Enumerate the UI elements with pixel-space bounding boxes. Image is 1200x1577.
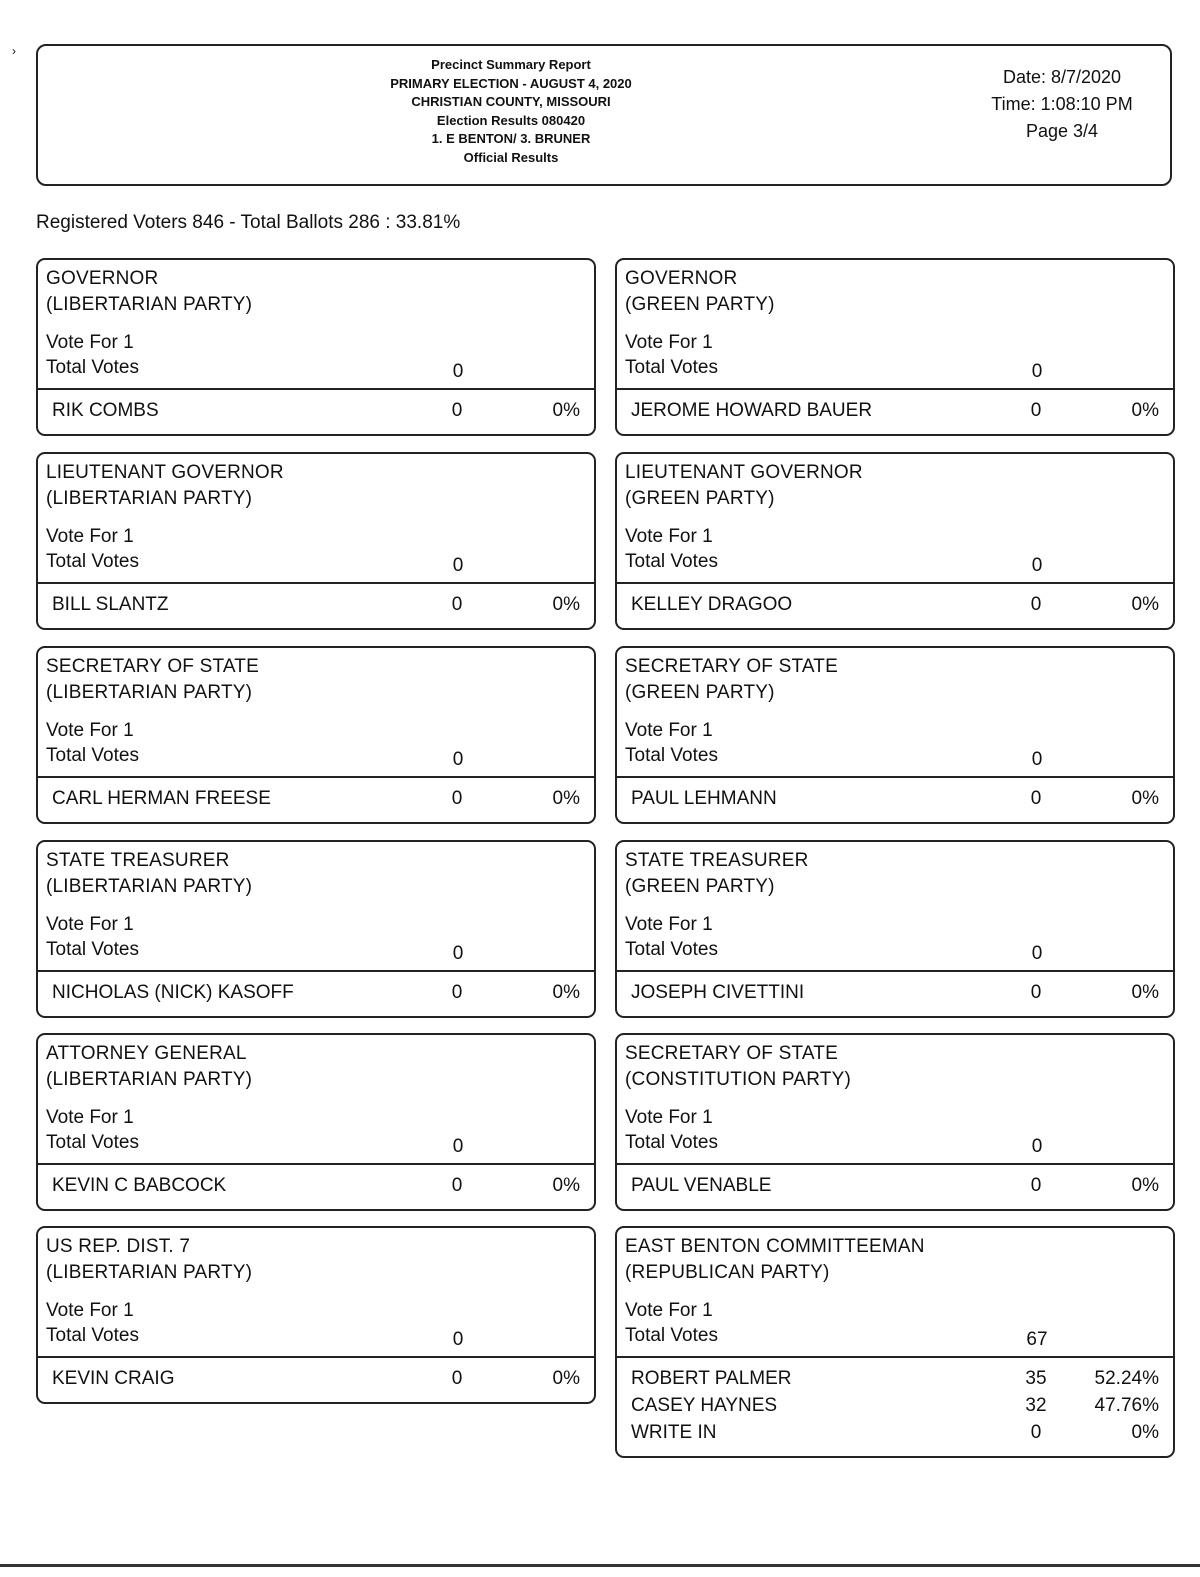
race-party: (LIBERTARIAN PARTY) <box>46 876 253 897</box>
race-party: (GREEN PARTY) <box>625 488 775 509</box>
candidate-votes: 35 <box>1025 1368 1047 1389</box>
race-divider <box>38 1163 594 1165</box>
candidate-row <box>52 594 580 620</box>
candidate-name: CASEY HAYNES <box>631 1395 778 1416</box>
vote-for-label: Vote For 1 <box>625 526 713 547</box>
candidate-row <box>631 1395 1159 1421</box>
race-party: (LIBERTARIAN PARTY) <box>46 682 253 703</box>
total-votes-value: 0 <box>1031 361 1043 382</box>
candidate-percent: 0% <box>1131 982 1159 1003</box>
race-divider <box>617 1356 1173 1358</box>
candidate-row <box>631 594 1159 620</box>
race-box <box>36 452 596 630</box>
race-title <box>625 1234 925 1286</box>
total-votes-label: Total Votes <box>46 357 139 378</box>
candidate-percent: 0% <box>552 1368 580 1389</box>
race-office: ATTORNEY GENERAL <box>46 1043 247 1064</box>
candidate-row <box>52 982 580 1008</box>
candidate-percent: 52.24% <box>1094 1368 1159 1389</box>
total-votes-label: Total Votes <box>625 357 718 378</box>
race-office: US REP. DIST. 7 <box>46 1236 191 1257</box>
candidate-votes: 0 <box>451 982 463 1003</box>
report-meta <box>962 64 1162 145</box>
report-header <box>36 44 1172 186</box>
candidate-percent: 0% <box>1131 594 1159 615</box>
race-title <box>46 1234 252 1286</box>
race-title <box>46 654 259 706</box>
race-party: (GREEN PARTY) <box>625 294 775 315</box>
race-party: (LIBERTARIAN PARTY) <box>46 1262 253 1283</box>
race-office: STATE TREASURER <box>625 850 809 871</box>
candidate-name: CARL HERMAN FREESE <box>52 788 271 809</box>
candidate-row <box>631 400 1159 426</box>
vote-for-label: Vote For 1 <box>625 1107 713 1128</box>
results-id: Election Results 080420 <box>436 112 586 128</box>
race-office: GOVERNOR <box>46 268 159 289</box>
total-votes-value: 0 <box>452 1329 464 1350</box>
race-divider <box>617 582 1173 584</box>
race-divider <box>38 776 594 778</box>
race-title <box>625 1041 851 1093</box>
race-office: STATE TREASURER <box>46 850 230 871</box>
race-divider <box>617 776 1173 778</box>
vote-for-label: Vote For 1 <box>46 720 134 741</box>
candidate-row <box>631 1368 1159 1394</box>
race-box <box>36 840 596 1018</box>
race-party: (CONSTITUTION PARTY) <box>625 1069 852 1090</box>
race-divider <box>617 1163 1173 1165</box>
race-box <box>615 840 1175 1018</box>
candidate-percent: 0% <box>1131 788 1159 809</box>
candidate-votes: 0 <box>1030 788 1042 809</box>
race-divider <box>38 582 594 584</box>
race-office: LIEUTENANT GOVERNOR <box>46 462 284 483</box>
race-box <box>36 1033 596 1211</box>
total-votes-value: 0 <box>1031 749 1043 770</box>
total-votes-value: 0 <box>1031 1136 1043 1157</box>
vote-for-label: Vote For 1 <box>625 720 713 741</box>
page-bottom-rule <box>0 1564 1200 1567</box>
candidate-row <box>631 1175 1159 1201</box>
race-party: (LIBERTARIAN PARTY) <box>46 488 253 509</box>
total-votes-label: Total Votes <box>625 551 718 572</box>
candidate-votes: 0 <box>1030 1175 1042 1196</box>
candidate-percent: 0% <box>552 594 580 615</box>
candidate-name: NICHOLAS (NICK) KASOFF <box>52 982 294 1003</box>
race-party: (GREEN PARTY) <box>625 876 775 897</box>
vote-for-label: Vote For 1 <box>46 1300 134 1321</box>
candidate-votes: 0 <box>451 400 463 421</box>
race-office: LIEUTENANT GOVERNOR <box>625 462 863 483</box>
total-votes-value: 0 <box>452 361 464 382</box>
precinct-name: 1. E BENTON/ 3. BRUNER <box>431 131 591 146</box>
candidate-name: PAUL VENABLE <box>631 1175 772 1196</box>
candidate-name: ROBERT PALMER <box>631 1368 792 1389</box>
candidate-votes: 0 <box>1030 400 1042 421</box>
race-box <box>615 452 1175 630</box>
scan-mark: › <box>12 44 16 58</box>
race-title <box>46 848 252 900</box>
total-votes-label: Total Votes <box>46 551 139 572</box>
vote-for-label: Vote For 1 <box>46 914 134 935</box>
race-divider <box>38 388 594 390</box>
race-divider <box>617 970 1173 972</box>
vote-for-label: Vote For 1 <box>46 1107 134 1128</box>
report-time: Time: 1:08:10 PM <box>991 94 1133 114</box>
race-divider <box>38 1356 594 1358</box>
candidate-row <box>52 400 580 426</box>
candidate-row <box>631 788 1159 814</box>
total-votes-value: 0 <box>452 749 464 770</box>
total-votes-label: Total Votes <box>625 939 718 960</box>
candidate-votes: 0 <box>1030 594 1042 615</box>
race-box <box>615 1226 1175 1458</box>
candidate-percent: 47.76% <box>1094 1395 1159 1416</box>
race-office: EAST BENTON COMMITTEEMAN <box>625 1236 925 1257</box>
candidate-votes: 0 <box>1030 1422 1042 1443</box>
report-title-block <box>288 56 734 167</box>
race-office: SECRETARY OF STATE <box>625 1043 838 1064</box>
candidate-votes: 0 <box>451 1175 463 1196</box>
race-title <box>625 266 775 318</box>
total-votes-label: Total Votes <box>625 1325 718 1346</box>
total-votes-label: Total Votes <box>46 745 139 766</box>
race-office: GOVERNOR <box>625 268 738 289</box>
total-votes-value: 0 <box>452 555 464 576</box>
candidate-name: KELLEY DRAGOO <box>631 594 793 615</box>
report-date: Date: 8/7/2020 <box>1002 67 1122 87</box>
candidate-percent: 0% <box>552 982 580 1003</box>
total-votes-value: 0 <box>452 943 464 964</box>
race-title <box>625 654 838 706</box>
candidate-row <box>631 1422 1159 1448</box>
total-votes-label: Total Votes <box>625 745 718 766</box>
vote-for-label: Vote For 1 <box>46 332 134 353</box>
vote-for-label: Vote For 1 <box>625 332 713 353</box>
candidate-row <box>52 788 580 814</box>
race-divider <box>617 388 1173 390</box>
race-box <box>36 1226 596 1404</box>
candidate-name: RIK COMBS <box>52 400 159 421</box>
race-party: (LIBERTARIAN PARTY) <box>46 294 253 315</box>
candidate-row <box>52 1368 580 1394</box>
race-box <box>615 258 1175 436</box>
race-title <box>46 460 284 512</box>
candidate-votes: 32 <box>1025 1395 1047 1416</box>
candidate-votes: 0 <box>451 1368 463 1389</box>
race-party: (LIBERTARIAN PARTY) <box>46 1069 253 1090</box>
candidate-row <box>52 1175 580 1201</box>
race-box <box>36 258 596 436</box>
candidate-name: JOSEPH CIVETTINI <box>631 982 805 1003</box>
county-name: CHRISTIAN COUNTY, MISSOURI <box>411 94 611 109</box>
race-office: SECRETARY OF STATE <box>46 656 259 677</box>
vote-for-label: Vote For 1 <box>46 526 134 547</box>
total-votes-value: 0 <box>452 1136 464 1157</box>
total-votes-label: Total Votes <box>46 1325 139 1346</box>
race-divider <box>38 970 594 972</box>
page-number: Page 3/4 <box>1025 121 1099 141</box>
candidate-row <box>631 982 1159 1008</box>
candidate-percent: 0% <box>552 1175 580 1196</box>
results-status: Official Results <box>463 149 559 165</box>
candidate-name: KEVIN CRAIG <box>52 1368 175 1389</box>
candidate-votes: 0 <box>451 594 463 615</box>
race-title <box>46 266 252 318</box>
candidate-name: WRITE IN <box>631 1422 717 1443</box>
total-votes-value: 67 <box>1026 1329 1048 1350</box>
race-box <box>36 646 596 824</box>
total-votes-label: Total Votes <box>46 939 139 960</box>
total-votes-label: Total Votes <box>625 1132 718 1153</box>
candidate-percent: 0% <box>552 788 580 809</box>
vote-for-label: Vote For 1 <box>625 1300 713 1321</box>
report-title: Precinct Summary Report <box>431 57 591 72</box>
race-box <box>615 646 1175 824</box>
total-votes-value: 0 <box>1031 555 1043 576</box>
candidate-name: BILL SLANTZ <box>52 594 169 615</box>
race-title <box>625 848 809 900</box>
race-title <box>625 460 863 512</box>
race-party: (GREEN PARTY) <box>625 682 775 703</box>
candidate-percent: 0% <box>1131 400 1159 421</box>
candidate-percent: 0% <box>1131 1175 1159 1196</box>
race-office: SECRETARY OF STATE <box>625 656 838 677</box>
candidate-name: KEVIN C BABCOCK <box>52 1175 227 1196</box>
turnout-summary: Registered Voters 846 - Total Ballots 286 : 33.81% <box>36 212 461 233</box>
candidate-percent: 0% <box>552 400 580 421</box>
race-title <box>46 1041 252 1093</box>
race-party: (REPUBLICAN PARTY) <box>625 1262 830 1283</box>
total-votes-value: 0 <box>1031 943 1043 964</box>
candidate-name: PAUL LEHMANN <box>631 788 777 809</box>
total-votes-label: Total Votes <box>46 1132 139 1153</box>
candidate-name: JEROME HOWARD BAUER <box>631 400 873 421</box>
candidate-votes: 0 <box>1030 982 1042 1003</box>
candidate-votes: 0 <box>451 788 463 809</box>
election-name: PRIMARY ELECTION - AUGUST 4, 2020 <box>390 75 632 91</box>
race-box <box>615 1033 1175 1211</box>
candidate-percent: 0% <box>1131 1422 1159 1443</box>
vote-for-label: Vote For 1 <box>625 914 713 935</box>
